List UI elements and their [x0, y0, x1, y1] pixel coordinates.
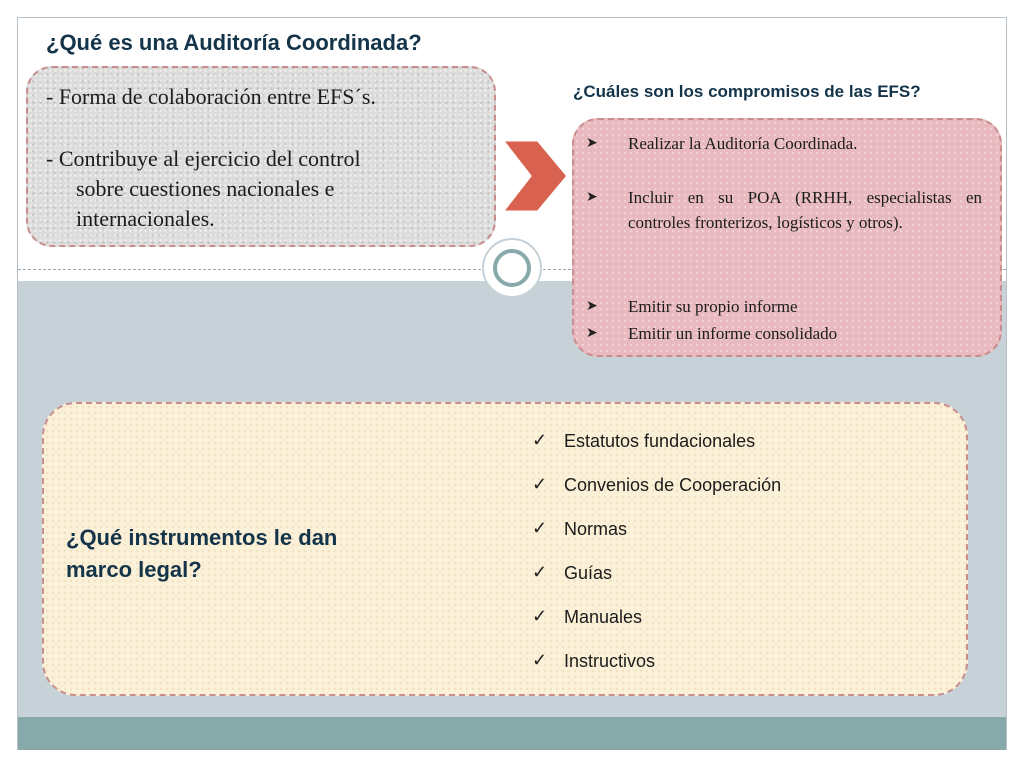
checkmark-icon: ✓ — [532, 606, 548, 626]
legal-framework-box — [42, 402, 968, 696]
arrowhead-bullet-icon: ➤ — [586, 190, 598, 205]
divider-circle-inner — [493, 249, 531, 287]
checkmark-icon: ✓ — [532, 474, 548, 494]
definition-line-1: - Forma de colaboración entre EFS´s. — [46, 84, 376, 109]
definition-line-4: internacionales. — [76, 206, 215, 231]
checkmark-icon: ✓ — [532, 650, 548, 670]
commitment-item-2: Incluir en su POA (RRHH, especialistas en controles fronterizos, logísticos y otros). — [628, 188, 982, 232]
checkmark-icon: ✓ — [532, 562, 548, 582]
divider-circle-icon — [482, 238, 542, 298]
commitment-item-4: Emitir un informe consolidado — [628, 324, 838, 343]
instrument-label: Convenios de Cooperación — [564, 475, 782, 495]
arrowhead-bullet-icon: ➤ — [586, 326, 598, 341]
slide-title: ¿Qué es una Auditoría Coordinada? — [46, 30, 422, 55]
commitment-item-1: Realizar la Auditoría Coordinada. — [628, 134, 858, 153]
definition-line-2: - Contribuye al ejercicio del control — [46, 146, 361, 171]
definition-line-3: sobre cuestiones nacionales e — [76, 176, 335, 201]
checkmark-icon: ✓ — [532, 430, 548, 450]
instrument-label: Manuales — [564, 607, 643, 627]
instrument-label: Estatutos fundacionales — [564, 431, 756, 451]
commitments-box — [572, 118, 1002, 357]
legal-question: ¿Qué instrumentos le dan marco legal? — [66, 525, 338, 582]
arrowhead-bullet-icon: ➤ — [586, 136, 598, 151]
commitments-question: ¿Cuáles son los compromisos de las EFS? — [573, 82, 921, 101]
instrument-label: Normas — [564, 519, 628, 539]
footer-bar — [18, 717, 1006, 750]
instrument-label: Instructivos — [564, 651, 656, 671]
instrument-label: Guías — [564, 563, 613, 583]
commitment-item-3: Emitir su propio informe — [628, 297, 798, 316]
arrowhead-bullet-icon: ➤ — [586, 299, 598, 314]
checkmark-icon: ✓ — [532, 518, 548, 538]
chevron-arrow-right-icon — [500, 138, 570, 214]
definition-box — [26, 66, 496, 247]
